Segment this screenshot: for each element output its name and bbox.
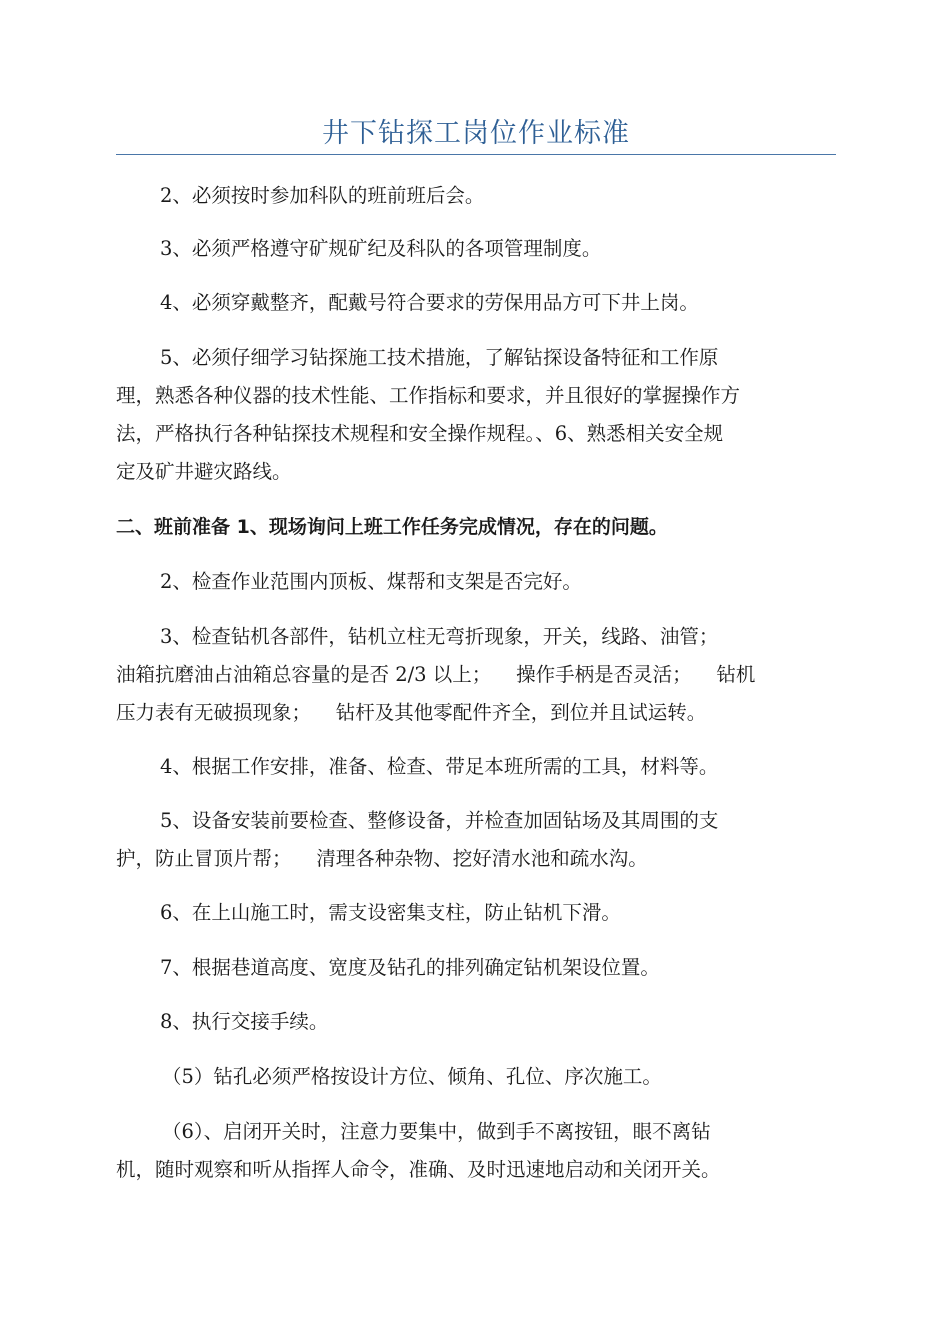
section-heading-line: 二、班前准备 1、现场询问上班工作任务完成情况，存在的问题。: [116, 516, 668, 538]
paragraph-line: 5、必须仔细学习钻探施工技术措施，了解钻探设备特征和工作原: [160, 346, 719, 369]
paragraph-line: 4、根据工作安排，准备、检查、带足本班所需的工具，材料等。: [160, 755, 719, 778]
paragraph-line: 3、检查钻机各部件，钻机立柱无弯折现象，开关，线路、油管；: [160, 625, 719, 648]
paragraph-line: 6、在上山施工时，需支设密集支柱，防止钻机下滑。: [160, 901, 621, 924]
title-underline: [116, 154, 836, 155]
paragraph-item-4: [116, 284, 836, 322]
paragraph-check-8: [116, 1003, 836, 1041]
section-heading-pre-shift: [116, 508, 836, 546]
paragraph-line: 机，随时观察和听从指挥人命令，准确、及时迅速地启动和关闭开关。: [116, 1158, 721, 1181]
paragraph-line: 2、检查作业范围内顶板、煤帮和支架是否完好。: [160, 570, 582, 593]
paragraph-check-2: [116, 563, 836, 601]
paragraph-line: 油箱抗磨油占油箱总容量的是否 2/3 以上； 操作手柄是否灵活； 钻机: [116, 663, 756, 686]
paragraph-line: 法，严格执行各种钻探技术规程和安全操作规程。、6、熟悉相关安全规: [116, 422, 724, 445]
paragraph-line: 8、执行交接手续。: [160, 1010, 329, 1033]
paragraph-item-3: [116, 230, 836, 268]
paragraph-sub-6: [116, 1113, 836, 1189]
paragraph-line: 定及矿井避灾路线。: [116, 460, 292, 483]
paragraph-item-2: [116, 177, 836, 215]
paragraph-line: 护，防止冒顶片帮； 清理各种杂物、挖好清水池和疏水沟。: [116, 847, 648, 870]
paragraph-line: 压力表有无破损现象； 钻杆及其他零配件齐全，到位并且试运转。: [116, 701, 707, 724]
document-title: 井下钻探工岗位作业标准: [322, 118, 630, 149]
paragraph-line: （6）、启闭开关时，注意力要集中，做到手不离按钮，眼不离钻: [162, 1120, 711, 1143]
paragraph-line: 7、根据巷道高度、宽度及钻孔的排列确定钻机架设位置。: [160, 956, 660, 979]
paragraph-line: 3、必须严格遵守矿规矿纪及科队的各项管理制度。: [160, 237, 602, 260]
paragraph-check-6: [116, 894, 836, 932]
paragraph-check-7: [116, 949, 836, 987]
paragraph-item-5: [116, 339, 836, 491]
paragraph-check-5: [116, 802, 836, 878]
paragraph-check-3: [116, 618, 836, 732]
paragraph-line: 5、设备安装前要检查、整修设备，并检查加固钻场及其周围的支: [160, 809, 719, 832]
paragraph-line: （5）钻孔必须严格按设计方位、倾角、孔位、序次施工。: [162, 1065, 662, 1088]
paragraph-sub-5: [116, 1058, 836, 1096]
paragraph-check-4: [116, 748, 836, 786]
paragraph-line: 理，熟悉各种仪器的技术性能、工作指标和要求，并且很好的掌握操作方: [116, 384, 741, 407]
paragraph-line: 4、必须穿戴整齐，配戴号符合要求的劳保用品方可下井上岗。: [160, 291, 699, 314]
paragraph-line: 2、必须按时参加科队的班前班后会。: [160, 184, 485, 207]
